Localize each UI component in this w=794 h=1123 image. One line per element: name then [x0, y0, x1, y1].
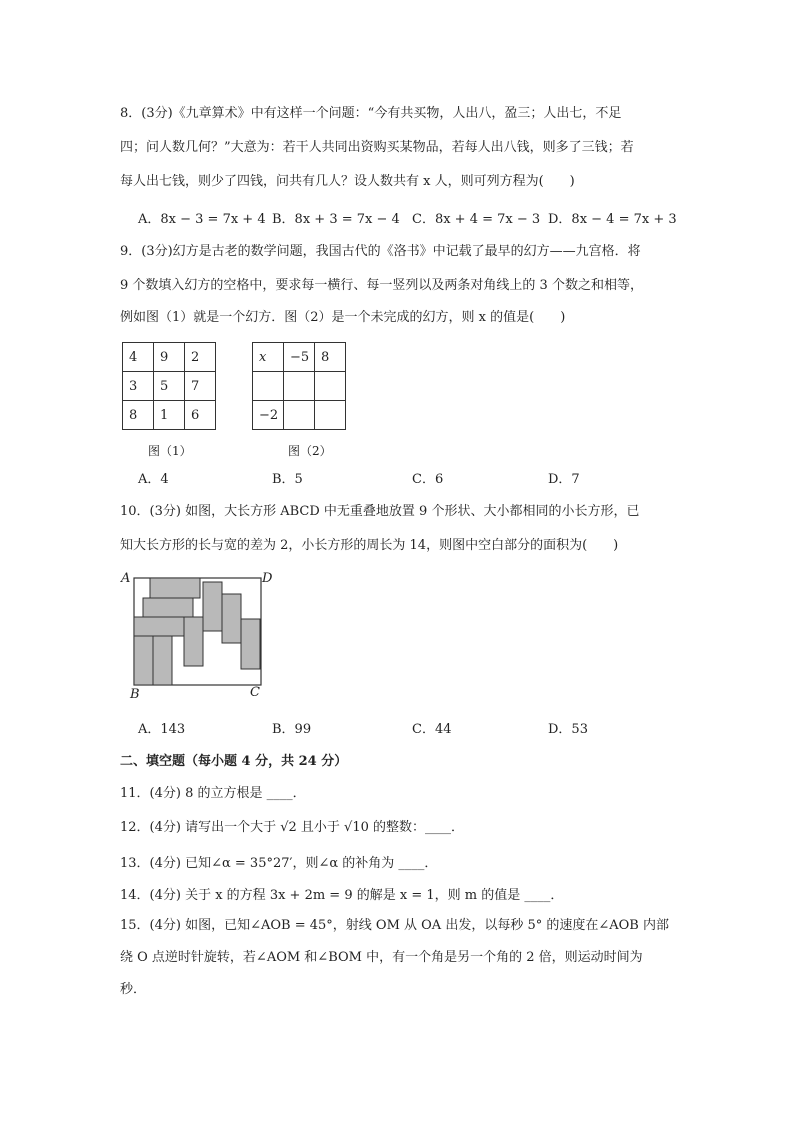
magic-square-1 [122, 342, 216, 430]
small-rectangle [134, 617, 184, 636]
q10-option-a: A．143 [138, 722, 186, 737]
grid2-cell: −2 [253, 401, 284, 430]
grid2-cell [315, 401, 346, 430]
q9-option-b: B．5 [272, 472, 303, 487]
grid2-cell [315, 372, 346, 401]
small-rectangle [241, 619, 260, 669]
grid1-cell: 5 [154, 372, 185, 401]
rectangle-arrangement-figure [130, 574, 266, 688]
grid1-cell: 2 [185, 343, 216, 372]
q9-line-2: 9 个数填入幻方的空格中，要求每一横行、每一竖列以及两条对角线上的 3 个数之和相等， [120, 278, 643, 293]
q8-option-d: D．8x − 4 = 7x + 3 [548, 212, 677, 227]
corner-label-c: C [250, 685, 260, 700]
grid1-cell: 7 [185, 372, 216, 401]
q15-line-3: 秒． [120, 982, 147, 997]
small-rectangle [150, 578, 200, 598]
q8-option-c: C．8x + 4 = 7x − 3 [412, 212, 541, 227]
section-2-heading: 二、填空题（每小题 4 分，共 24 分） [120, 754, 348, 769]
q14-text: 14．(4分) 关于 x 的方程 3x + 2m = 9 的解是 x = 1，则 m 的值是 ____． [120, 888, 564, 903]
small-rectangle [203, 582, 222, 631]
small-rectangle [143, 598, 193, 617]
grid1-cell: 4 [123, 343, 154, 372]
q8-option-a: A．8x − 3 = 7x + 4 [138, 212, 266, 227]
q9-option-c: C．6 [412, 472, 444, 487]
q8-line-1: 8．(3分)《九章算术》中有这样一个问题：“今有共买物，人出八，盈三；人出七，不足 [120, 106, 622, 121]
grid2-cell: 8 [315, 343, 346, 372]
q10-option-c: C．44 [412, 722, 452, 737]
figure-2-caption: 图（2） [288, 444, 332, 458]
grid2-cell [253, 372, 284, 401]
figure-1-caption: 图（1） [148, 444, 192, 458]
grid1-cell: 9 [154, 343, 185, 372]
q8-line-3: 每人出七钱，则少了四钱，问共有几人？设人数共有 x 人，则可列方程为( ) [120, 174, 575, 189]
q10-line-1: 10．(3分) 如图，大长方形 ABCD 中无重叠地放置 9 个形状、大小都相同的小长方形，已 [120, 504, 640, 519]
grid1-cell: 1 [154, 401, 185, 430]
q12-text: 12．(4分) 请写出一个大于 √2 且小于 √10 的整数：____． [120, 820, 464, 835]
grid2-cell: x [253, 343, 284, 372]
q13-text: 13．(4分) 已知∠α = 35°27′，则∠α 的补角为 ____． [120, 856, 438, 871]
grid1-cell: 3 [123, 372, 154, 401]
corner-label-a: A [121, 571, 131, 586]
grid2-cell [284, 401, 315, 430]
grid1-cell: 8 [123, 401, 154, 430]
q15-line-2: 绕 O 点逆时针旋转，若∠AOM 和∠BOM 中，有一个角是另一个角的 2 倍，则运动时间为 [120, 950, 643, 965]
q10-option-b: B．99 [272, 722, 312, 737]
small-rectangle [184, 617, 203, 666]
q10-option-d: D．53 [548, 722, 588, 737]
grid2-cell: −5 [284, 343, 315, 372]
grid1-cell: 6 [185, 401, 216, 430]
corner-label-b: B [130, 687, 140, 702]
q8-line-2: 四；问人数几何？”大意为：若干人共同出资购买某物品，若每人出八钱，则多了三钱；若 [120, 140, 634, 155]
small-rectangle [134, 636, 153, 685]
small-rectangle [153, 636, 172, 685]
q10-line-2: 知大长方形的长与宽的差为 2，小长方形的周长为 14，则图中空白部分的面积为( ) [120, 538, 619, 553]
q15-line-1: 15．(4分) 如图，已知∠AOB = 45°，射线 OM 从 OA 出发，以每秒 5° 的速度在∠AOB 内部 [120, 918, 669, 933]
q9-line-3: 例如图（1）就是一个幻方．图（2）是一个未完成的幻方，则 x 的值是( ) [120, 310, 566, 325]
grid2-cell [284, 372, 315, 401]
small-rectangle [222, 594, 241, 643]
q9-option-d: D．7 [548, 472, 580, 487]
magic-square-2 [252, 342, 346, 430]
q9-option-a: A．4 [138, 472, 169, 487]
q11-text: 11．(4分) 8 的立方根是 ____． [120, 786, 306, 801]
q9-line-1: 9．(3分)幻方是古老的数学问题，我国古代的《洛书》中记载了最早的幻方——九宫格．将 [120, 244, 641, 259]
corner-label-d: D [262, 571, 273, 586]
q8-option-b: B．8x + 3 = 7x − 4 [272, 212, 400, 227]
